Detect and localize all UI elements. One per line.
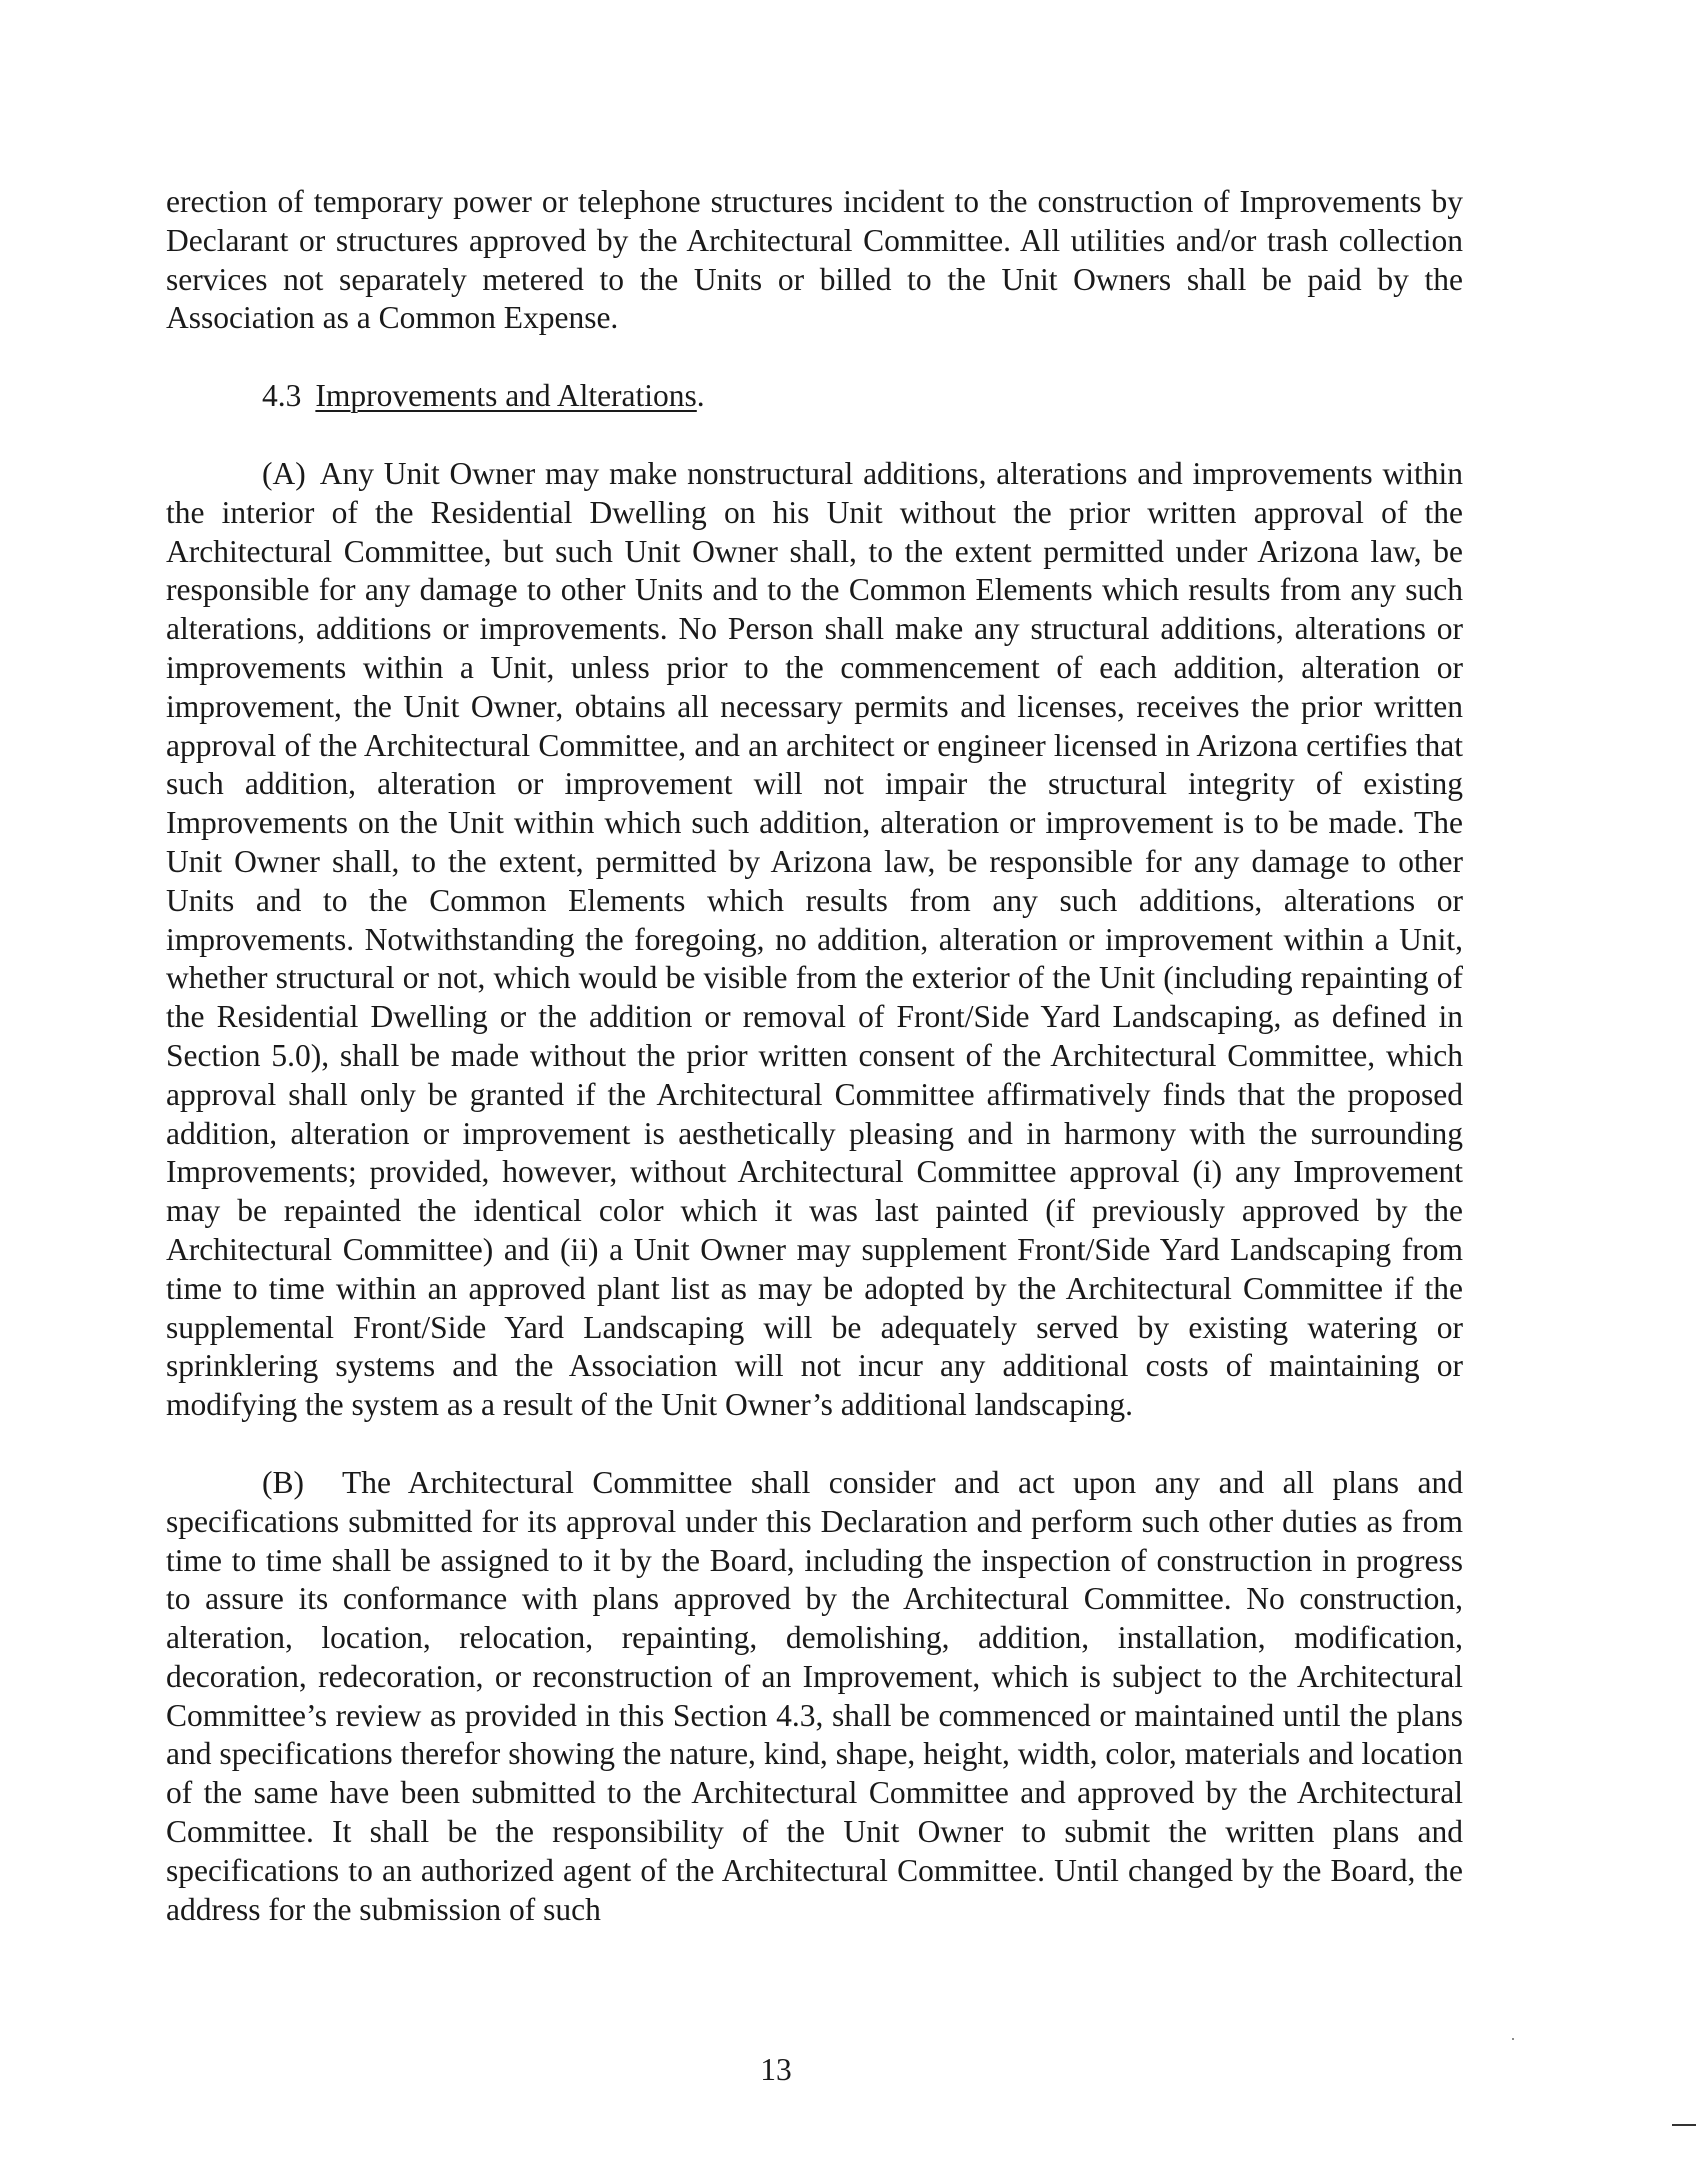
subsection-a bbox=[166, 455, 1463, 1425]
document-page bbox=[166, 183, 1463, 1929]
subsection-b bbox=[166, 1464, 1463, 1930]
section-heading bbox=[166, 377, 1463, 416]
subsection-b-text: The Architectural Committee shall consider and act upon any and all plans and specifications submitted for its approval under this Declaration and perform such other duties as from time to time shall be assigned to it by the Board, including the inspection of construction in progress to assure its conformance with plans approved by the Architectural Committee. No construction, alteration, location, relocation, repainting, demolishing, addition, installation, modification, decoration, redecoration, or reconstruction of an Improvement, which is subject to the Architectural Committee’s review as provided in this Section 4.3, shall be commenced or maintained until the plans and specifications therefor showing the nature, kind, shape, height, width, color, materials and location of the same have been submitted to the Architectural Committee and approved by the Architectural Committee. It shall be the responsibility of the Unit Owner to submit the written plans and specifications to an authorized agent of the Architectural Committee. Until changed by the Board, the address for the submission of such bbox=[166, 1464, 1463, 1927]
subsection-b-label: (B) bbox=[262, 1464, 304, 1500]
scan-speck bbox=[1512, 2038, 1514, 2040]
subsection-a-label: (A) bbox=[262, 455, 306, 491]
page-number: 13 bbox=[760, 2052, 792, 2087]
section-title: Improvements and Alterations bbox=[315, 378, 697, 414]
scan-edge-mark bbox=[1672, 2124, 1696, 2126]
subsection-a-text: Any Unit Owner may make nonstructural additions, alterations and improvements within the interior of the Residential Dwelling on his Unit without the prior written approval of the Architectural Committee, but such Unit Owner shall, to the extent permitted under Arizona law, be responsible for any damage to other Units and to the Common Elements which results from any such alterations, additions or improvements. No Person shall make any structural additions, alterations or improvements within a Unit, unless prior to the commencement of each addition, alteration or improvement, the Unit Owner, obtains all necessary permits and licenses, receives the prior written approval of the Architectural Committee, and an architect or engineer licensed in Arizona certifies that such addition, alteration or improvement will not impair the structural integrity of existing Improvements on the Unit within which such addition, alteration or improvement is to be made. The Unit Owner shall, to the extent, permitted by Arizona law, be responsible for any damage to other Units and to the Common Elements which results from any such additions, alterations or improvements. Notwithstanding the foregoing, no addition, alteration or improvement within a Unit, whether structural or not, which would be visible from the exterior of the Unit (including repainting of the Residential Dwelling or the addition or removal of Front/Side Yard Landscaping, as defined in Section 5.0), shall be made without the prior written consent of the Architectural Committee, which approval shall only be granted if the Architectural Committee affirmatively finds that the proposed addition, alteration or improvement is aesthetically pleasing and in harmony with the surrounding Improvements; provided, however, without Architectural Committee approval (i) any Improvement may be repainted the identical color which it was last painted (if previously approved by the Architectural Committee) and (ii) a Unit Owner may supplement Front/Side Yard Landscaping from time to time within an approved plant list as may be adopted by the Architectural Committee if the supplemental Front/Side Yard Landscaping will be adequately served by existing watering or sprinklering systems and the Association will not incur any additional costs of maintaining or modifying the system as a result of the Unit Owner’s additional landscaping. bbox=[166, 455, 1463, 1423]
section-title-suffix: . bbox=[696, 378, 705, 414]
opening-paragraph: erection of temporary power or telephone structures incident to the construction of Improvements by Declarant or structures approved by the Architectural Committee. All utilities and/or trash collection services not separately metered to the Units or billed to the Unit Owners shall be paid by the Association as a Common Expense. bbox=[166, 184, 1463, 336]
section-number: 4.3 bbox=[262, 378, 302, 414]
